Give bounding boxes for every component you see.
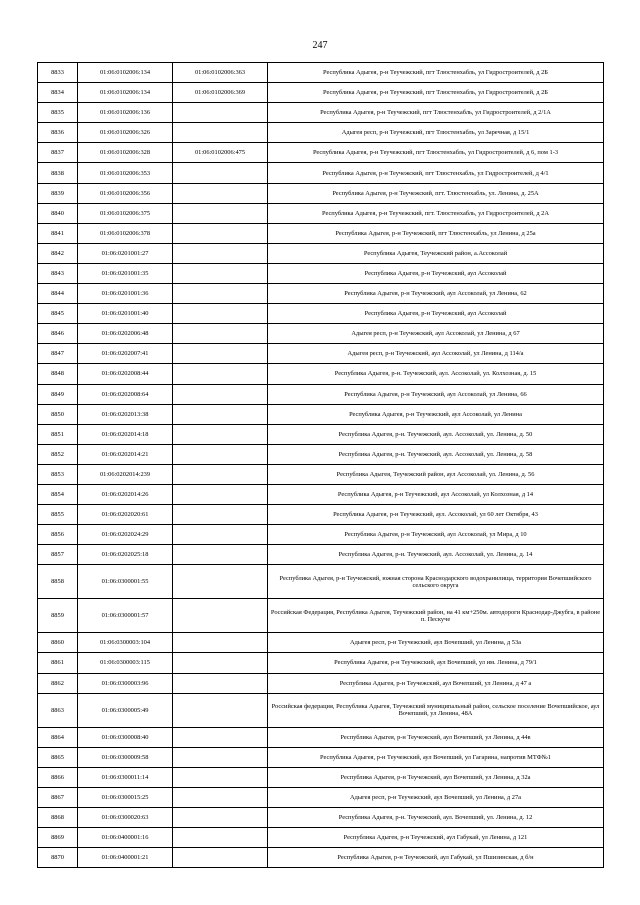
- address-cell: Республика Адыгея, р-н. Теучежский, аул. Ассоколай, ул. Ленина, д. 50: [268, 424, 604, 444]
- related-cadastral-number-cell: 01:06:0102006:369: [173, 83, 268, 103]
- table-row: [38, 203, 604, 223]
- row-number-cell: 8860: [38, 633, 78, 653]
- cadastral-number-cell: 01:06:0102006:353: [78, 163, 173, 183]
- cadastral-number-cell: 01:06:0102006:134: [78, 63, 173, 83]
- related-cadastral-number-cell: [173, 424, 268, 444]
- cadastral-number-cell: 01:06:0102006:136: [78, 103, 173, 123]
- address-cell: Адыгея респ, р-н Теучежский, аул Вочепший, ул Ленина, д 53а: [268, 633, 604, 653]
- address-cell: Республика Адыгея, р-н. Теучежский, аул. Ассоколай, ул. Колхозная, д. 15: [268, 364, 604, 384]
- address-cell: Республика Адыгея, р-н. Теучежский, аул. Ассоколай, ул. Ленина, д. 58: [268, 444, 604, 464]
- cadastral-number-cell: 01:06:0300003:104: [78, 633, 173, 653]
- cadastral-number-cell: 01:06:0202008:64: [78, 384, 173, 404]
- cadastral-number-cell: 01:06:0400001:16: [78, 828, 173, 848]
- table-row: [38, 633, 604, 653]
- related-cadastral-number-cell: [173, 163, 268, 183]
- address-cell: Республика Адыгея, р-н Теучежский, аул Вочепший, ул Ленина, д 32а: [268, 767, 604, 787]
- row-number-cell: 8867: [38, 787, 78, 807]
- table-row: [38, 484, 604, 504]
- table-row: [38, 263, 604, 283]
- table-row: [38, 787, 604, 807]
- table-row: [38, 183, 604, 203]
- row-number-cell: 8851: [38, 424, 78, 444]
- address-cell: Республика Адыгея, р-н Теучежский, пгт Тлюстенхабль, ул Гидростроителей, д 2Б: [268, 83, 604, 103]
- cadastral-number-cell: 01:06:0202014:26: [78, 484, 173, 504]
- related-cadastral-number-cell: [173, 243, 268, 263]
- related-cadastral-number-cell: [173, 808, 268, 828]
- address-cell: Адыгея респ, р-н Теучежский, аул Ассоколай, ул Ленина, д 67: [268, 324, 604, 344]
- cadastral-number-cell: 01:06:0300008:40: [78, 727, 173, 747]
- row-number-cell: 8868: [38, 808, 78, 828]
- row-number-cell: 8834: [38, 83, 78, 103]
- cadastral-number-cell: 01:06:0202014:18: [78, 424, 173, 444]
- address-cell: Республика Адыгея, р-н. Теучежский, аул. Вочепший, ул. Ленина, д. 12: [268, 808, 604, 828]
- table-row: [38, 83, 604, 103]
- row-number-cell: 8845: [38, 304, 78, 324]
- table-row: [38, 444, 604, 464]
- related-cadastral-number-cell: [173, 364, 268, 384]
- row-number-cell: 8862: [38, 673, 78, 693]
- related-cadastral-number-cell: [173, 727, 268, 747]
- cadastral-number-cell: 01:06:0202024:29: [78, 525, 173, 545]
- table-row: [38, 103, 604, 123]
- related-cadastral-number-cell: [173, 324, 268, 344]
- row-number-cell: 8861: [38, 653, 78, 673]
- related-cadastral-number-cell: [173, 304, 268, 324]
- address-cell: Республика Адыгея, р-н Теучежский, пгт. Тлюстенхабль, ул Гидростроителей, д 2А: [268, 203, 604, 223]
- row-number-cell: 8841: [38, 223, 78, 243]
- cadastral-number-cell: 01:06:0300005:49: [78, 693, 173, 727]
- related-cadastral-number-cell: [173, 787, 268, 807]
- related-cadastral-number-cell: [173, 505, 268, 525]
- related-cadastral-number-cell: [173, 183, 268, 203]
- cadastral-number-cell: 01:06:0102006:326: [78, 123, 173, 143]
- address-cell: Республика Адыгея, р-н Теучежский, аул Ассоколай, ул Ленина: [268, 404, 604, 424]
- row-number-cell: 8835: [38, 103, 78, 123]
- table-row: [38, 673, 604, 693]
- cadastral-number-cell: 01:06:0102006:356: [78, 183, 173, 203]
- table-row: [38, 525, 604, 545]
- cadastral-number-cell: 01:06:0202013:38: [78, 404, 173, 424]
- row-number-cell: 8850: [38, 404, 78, 424]
- row-number-cell: 8843: [38, 263, 78, 283]
- address-cell: Российская Федерация, Республика Адыгея, Теучежский район, на 41 км+250м. автодороги Краснодар-Джубга, в районе п. Пескуче: [268, 599, 604, 633]
- table-row: [38, 304, 604, 324]
- related-cadastral-number-cell: [173, 545, 268, 565]
- row-number-cell: 8838: [38, 163, 78, 183]
- row-number-cell: 8840: [38, 203, 78, 223]
- cadastral-number-cell: 01:06:0201001:36: [78, 284, 173, 304]
- table-row: [38, 364, 604, 384]
- registry-table: [37, 62, 604, 868]
- row-number-cell: 8849: [38, 384, 78, 404]
- address-cell: Адыгея респ, р-н Теучежский, пгт Тлюстенхабль, ул Заречная, д 15/1: [268, 123, 604, 143]
- table-row: [38, 324, 604, 344]
- cadastral-number-cell: 01:06:0300001:57: [78, 599, 173, 633]
- row-number-cell: 8842: [38, 243, 78, 263]
- row-number-cell: 8859: [38, 599, 78, 633]
- cadastral-number-cell: 01:06:0202020:61: [78, 505, 173, 525]
- related-cadastral-number-cell: 01:06:0102006:363: [173, 63, 268, 83]
- table-row: [38, 565, 604, 599]
- address-cell: Республика Адыгея, р-н Теучежский, пгт Тлюстенхабль, ул Гидростроителей, д 4/1: [268, 163, 604, 183]
- address-cell: Республика Адыгея, р-н Теучежский, аул Ассоколай: [268, 263, 604, 283]
- cadastral-number-cell: 01:06:0300020:63: [78, 808, 173, 828]
- address-cell: Республика Адыгея, р-н Теучежский, аул Ассоколай: [268, 304, 604, 324]
- cadastral-number-cell: 01:06:0400001:21: [78, 848, 173, 868]
- address-cell: Адыгея респ, р-н Теучежский, аул Ассоколай, ул Ленина, д 114/а: [268, 344, 604, 364]
- address-cell: Республика Адыгея, р-н Теучежский, пгт Тлюстенхабль, ул Ленина, д 25а: [268, 223, 604, 243]
- related-cadastral-number-cell: [173, 223, 268, 243]
- registry-table-body: [38, 63, 604, 868]
- table-row: [38, 505, 604, 525]
- row-number-cell: 8858: [38, 565, 78, 599]
- related-cadastral-number-cell: [173, 599, 268, 633]
- table-row: [38, 63, 604, 83]
- related-cadastral-number-cell: [173, 747, 268, 767]
- table-row: [38, 848, 604, 868]
- address-cell: Республика Адыгея, р-н Теучежский, аул Ассоколай, ул Мира, д 10: [268, 525, 604, 545]
- cadastral-number-cell: 01:06:0102006:328: [78, 143, 173, 163]
- address-cell: Республика Адыгея, р-н Теучежский, аул Габукай, ул Ленина, д 121: [268, 828, 604, 848]
- related-cadastral-number-cell: [173, 404, 268, 424]
- related-cadastral-number-cell: [173, 633, 268, 653]
- table-row: [38, 163, 604, 183]
- cadastral-number-cell: 01:06:0202025:18: [78, 545, 173, 565]
- cadastral-number-cell: 01:06:0102006:378: [78, 223, 173, 243]
- cadastral-number-cell: 01:06:0202014:21: [78, 444, 173, 464]
- address-cell: Республика Адыгея, р-н. Теучежский, аул. Ассоколай, ул. Ленина, д. 14: [268, 545, 604, 565]
- address-cell: Республика Адыгея, р-н Теучежский, аул Вочепший, ул Ленина, д 47 а: [268, 673, 604, 693]
- address-cell: Республика Адыгея, Теучежский район, а.Ассоколай: [268, 243, 604, 263]
- related-cadastral-number-cell: [173, 693, 268, 727]
- related-cadastral-number-cell: [173, 653, 268, 673]
- cadastral-number-cell: 01:06:0300009:58: [78, 747, 173, 767]
- row-number-cell: 8847: [38, 344, 78, 364]
- address-cell: Республика Адыгея, р-н Теучежский, аул Ассоколай, ул Колхозная, д 14: [268, 484, 604, 504]
- row-number-cell: 8853: [38, 464, 78, 484]
- row-number-cell: 8854: [38, 484, 78, 504]
- table-row: [38, 808, 604, 828]
- related-cadastral-number-cell: [173, 284, 268, 304]
- related-cadastral-number-cell: [173, 767, 268, 787]
- cadastral-number-cell: 01:06:0300003:96: [78, 673, 173, 693]
- related-cadastral-number-cell: [173, 203, 268, 223]
- table-row: [38, 464, 604, 484]
- related-cadastral-number-cell: [173, 344, 268, 364]
- address-cell: Адыгея респ, р-н Теучежский, аул Вочепший, ул Ленина, д 27а: [268, 787, 604, 807]
- address-cell: Республика Адыгея, р-н Теучежский, аул Вочепший, ул Гагарина, напротив МТФ№1: [268, 747, 604, 767]
- row-number-cell: 8866: [38, 767, 78, 787]
- table-row: [38, 424, 604, 444]
- table-row: [38, 243, 604, 263]
- cadastral-number-cell: 01:06:0300011:14: [78, 767, 173, 787]
- cadastral-number-cell: 01:06:0201001:35: [78, 263, 173, 283]
- related-cadastral-number-cell: [173, 384, 268, 404]
- related-cadastral-number-cell: [173, 464, 268, 484]
- table-row: [38, 284, 604, 304]
- cadastral-number-cell: 01:06:0202006:48: [78, 324, 173, 344]
- row-number-cell: 8839: [38, 183, 78, 203]
- row-number-cell: 8856: [38, 525, 78, 545]
- cadastral-number-cell: 01:06:0300001:55: [78, 565, 173, 599]
- related-cadastral-number-cell: [173, 525, 268, 545]
- row-number-cell: 8869: [38, 828, 78, 848]
- table-row: [38, 123, 604, 143]
- related-cadastral-number-cell: [173, 444, 268, 464]
- table-row: [38, 693, 604, 727]
- table-row: [38, 747, 604, 767]
- related-cadastral-number-cell: [173, 673, 268, 693]
- row-number-cell: 8864: [38, 727, 78, 747]
- address-cell: Республика Адыгея, р-н Теучежский, аул. Ассоколай, ул 60 лет Октября, 43: [268, 505, 604, 525]
- cadastral-number-cell: 01:06:0201001:40: [78, 304, 173, 324]
- row-number-cell: 8855: [38, 505, 78, 525]
- table-row: [38, 599, 604, 633]
- table-row: [38, 653, 604, 673]
- cadastral-number-cell: 01:06:0202008:44: [78, 364, 173, 384]
- row-number-cell: 8844: [38, 284, 78, 304]
- row-number-cell: 8870: [38, 848, 78, 868]
- table-row: [38, 767, 604, 787]
- table-row: [38, 727, 604, 747]
- address-cell: Республика Адыгея, р-н Теучежский, аул Ассоколай, ул Ленина, 66: [268, 384, 604, 404]
- row-number-cell: 8865: [38, 747, 78, 767]
- related-cadastral-number-cell: [173, 123, 268, 143]
- table-row: [38, 404, 604, 424]
- row-number-cell: 8846: [38, 324, 78, 344]
- cadastral-number-cell: 01:06:0300015:25: [78, 787, 173, 807]
- row-number-cell: 8857: [38, 545, 78, 565]
- row-number-cell: 8852: [38, 444, 78, 464]
- address-cell: Российская федерация, Республика Адыгея, Теучежский муниципальный район, сельское поселение Вочепшийское, аул Вочепший, ул Ленина, 48А: [268, 693, 604, 727]
- cadastral-number-cell: 01:06:0102006:134: [78, 83, 173, 103]
- related-cadastral-number-cell: [173, 263, 268, 283]
- address-cell: Республика Адыгея, р-н Теучежский, южная сторона Краснодарского водохранилища, территория Вочепшийского сельского округа: [268, 565, 604, 599]
- address-cell: Республика Адыгея, р-н Теучежский, аул Габукай, ул Пшизинская, д б/н: [268, 848, 604, 868]
- address-cell: Республика Адыгея, р-н Теучежский, пгт Тлюстенхабль, ул Гидростроителей, д 6, пом 1-3: [268, 143, 604, 163]
- page-number: 247: [312, 40, 328, 51]
- address-cell: Республика Адыгея, р-н Теучежский, аул Вочепший, ул Ленина, д 44в: [268, 727, 604, 747]
- cadastral-number-cell: 01:06:0202007:41: [78, 344, 173, 364]
- related-cadastral-number-cell: [173, 103, 268, 123]
- table-row: [38, 223, 604, 243]
- cadastral-number-cell: 01:06:0202014:239: [78, 464, 173, 484]
- row-number-cell: 8848: [38, 364, 78, 384]
- row-number-cell: 8833: [38, 63, 78, 83]
- address-cell: Республика Адыгея, р-н Теучежский, аул Вочепший, ул им. Ленина, д 79/1: [268, 653, 604, 673]
- cadastral-number-cell: 01:06:0300003:115: [78, 653, 173, 673]
- related-cadastral-number-cell: [173, 484, 268, 504]
- related-cadastral-number-cell: [173, 828, 268, 848]
- related-cadastral-number-cell: [173, 848, 268, 868]
- table-row: [38, 384, 604, 404]
- address-cell: Республика Адыгея, Теучежский район, аул Ассоколай, ул. Ленина, д. 56: [268, 464, 604, 484]
- address-cell: Республика Адыгея, р-н Теучежский, пгт. Тлюстенхабль, ул. Ленина, д. 25А: [268, 183, 604, 203]
- address-cell: Республика Адыгея, р-н Теучежский, пгт Тлюстенхабль, ул Гидростроителей, д 2Б: [268, 63, 604, 83]
- table-row: [38, 545, 604, 565]
- cadastral-number-cell: 01:06:0201001:27: [78, 243, 173, 263]
- related-cadastral-number-cell: 01:06:0102006:475: [173, 143, 268, 163]
- cadastral-number-cell: 01:06:0102006:375: [78, 203, 173, 223]
- row-number-cell: 8863: [38, 693, 78, 727]
- table-row: [38, 143, 604, 163]
- address-cell: Республика Адыгея, р-н Теучежский, пгт Тлюстенхабль, ул Гидростроителей, д 2/1А: [268, 103, 604, 123]
- related-cadastral-number-cell: [173, 565, 268, 599]
- table-row: [38, 344, 604, 364]
- table-row: [38, 828, 604, 848]
- row-number-cell: 8837: [38, 143, 78, 163]
- address-cell: Республика Адыгея, р-н Теучежский, аул Ассоколай, ул Ленина, 62: [268, 284, 604, 304]
- row-number-cell: 8836: [38, 123, 78, 143]
